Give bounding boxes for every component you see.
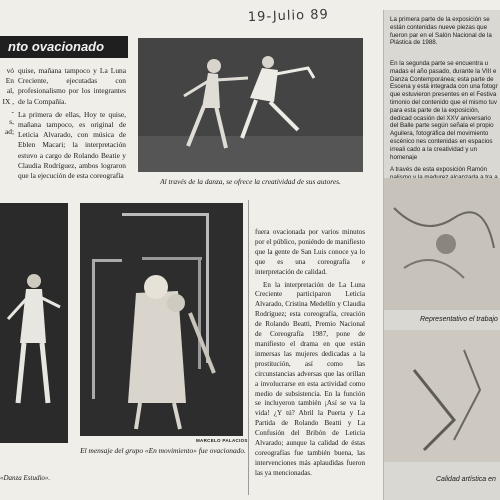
dance-photo-top [138, 38, 363, 172]
paragraph: En la interpretación de La Luna Creciente participaron Leticia Alvarado, Cristina Medellín y Claudia Rodríguez; esta coreografía, creación de Rolando Beatti, Premio Nacional de Coreografía 1987, pone de manifiesto el drama en que están inmersas las mujeres dedicadas a la prostitución, así como las circunstancias adversas que las orillan a involucrarse en esta actividad como medio de subsistencia. En la función se incluyeron también ¡Así se va la vida! ¿Y tú? Abril la Puerta y La Partida de Rolando Beatti y La Confusión del Bribón de Leticia Alvarado; aunque la calidad de éstas coreografías fue también buena, las intervenciones más aplaudidas fueron las ya mencionadas. [255, 280, 365, 477]
dance-photo-left [0, 203, 68, 443]
group-dancers-illustration [80, 203, 243, 436]
paragraph: La primera de ellas, Hoy te quise, mañana tampoco, es original de Leticia Alvarado, con música de Eblen Macari; la interpretación estuvo a cargo de Rolando Beatie y Claudia Rodríguez, ambos lograron que la ejecución de esta coreografía [18, 109, 126, 181]
artwork-illustration [384, 330, 500, 462]
artwork-illustration [384, 178, 500, 310]
sidebar-caption-2: Calidad artística en [436, 476, 496, 483]
dancer-illustration [0, 203, 68, 443]
sidebar-photo-2 [384, 330, 500, 462]
fragment-line: En [5, 76, 14, 86]
fragment-line: vó [6, 66, 14, 75]
photo-top-caption: Al través de la danza, se ofrece la creatividad de sus autores. [160, 177, 341, 186]
sidebar-text-3: A través de esta exposición Ramón [390, 166, 487, 173]
dancers-illustration [138, 38, 363, 172]
sidebar-text-1: La primera parte de la exposición se están contenidas nueve piezas que fueron par en el Salón Nacional de la Plástica de 1988. [390, 16, 492, 47]
handwritten-date: 19-Julio 89 [247, 7, 330, 26]
dance-photo-center [80, 203, 243, 436]
sidebar-caption-1: Representativo el trabajo [420, 316, 498, 323]
fragment-line: al, [6, 86, 14, 96]
photo-left-caption: «Danza Estudio». [0, 474, 51, 482]
fragment-line: IX , [2, 96, 14, 106]
headline-banner: nto ovacionado [0, 36, 128, 58]
photo-center-caption: El mensaje del grupo «En movimiento» fue ovacionado. [80, 446, 246, 455]
fragment-line: s, [9, 117, 14, 127]
left-column-fragments [0, 66, 14, 186]
sidebar-photo-1 [384, 178, 500, 310]
paragraph: fuera ovacionada por varios minutos por el público, poniéndo de manifiesto que la gente de San Luis conoce ya lo que es una coreografía e interpretación de calidad. [255, 228, 365, 276]
article-column-2 [18, 66, 126, 201]
sidebar-text-2: En la segunda parte se encuentra u madas el año pasado, durante la VIII e Danza Contemporánea; esta parte de Escena y está integrada con una fotogr que estuvieron presentes en el Festiva timonio del contenido que el mismo tuv para esta parte de la exposición, dedicad ocasión del XXV aniversario del Balle parte según señala el propio Aguilera, fotográfica del movimiento escénico nes contenidas en espacios irreali cado a la creatividad y un homenaje [390, 60, 498, 160]
photo-credit: MARCELO PALACIOS [196, 438, 248, 443]
fragment-line: - [11, 106, 14, 116]
paragraph: quise, mañana tampoco y La Luna Creciente, ejecutadas con profesionalismo por los integrantes de la Compañía. [18, 66, 126, 106]
fragment-line: ad; [4, 127, 14, 137]
column-divider [248, 200, 249, 495]
article-column-3 [255, 228, 365, 493]
